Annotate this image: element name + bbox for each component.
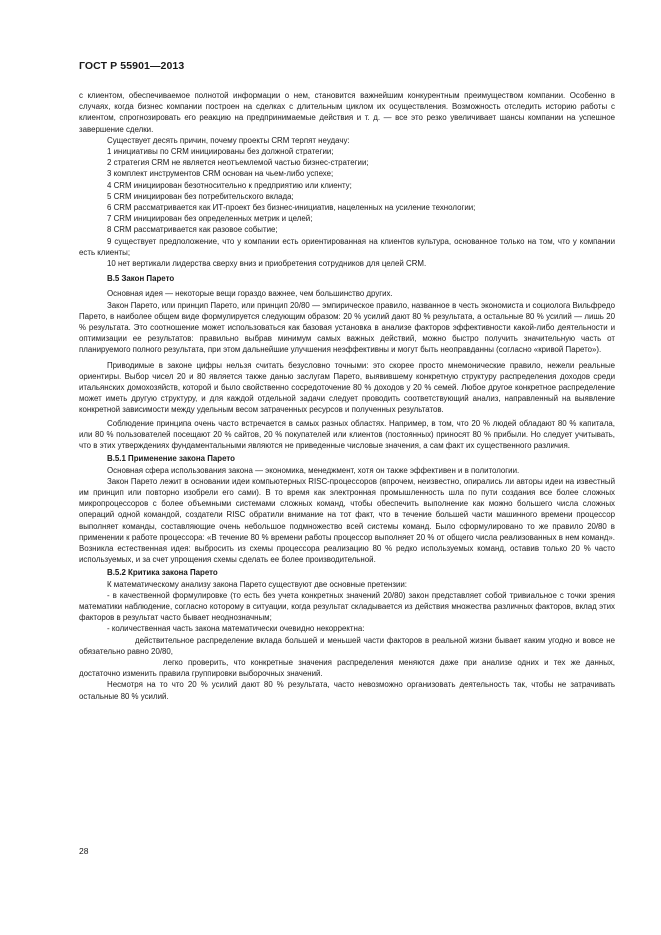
intro-paragraph: с клиентом, обеспечиваемое полнотой информации о нем, становится важнейшим конкурентным преимуществом компании. Особенно в случаях, когда бизнес компании построен на сделках с длительным циклом их осуществления. Возможность отследить историю работы с клиентом, спрогнозировать его реакцию на предпринимаемые действия и т. д. — все это резко увеличивает шансы компании на успешное завершение сделки.	[79, 91, 615, 134]
section-paragraph: Закон Парето, или принцип Парето, или принцип 20/80 — эмпирическое правило, названное в честь экономиста и социолога Вильфредо Парето, в наиболее общем виде формулируется следующим образом: 20 % усилий дают 80 % результата, а остальные 80 % усилий — лишь 20 % результата. Это соотношение может использоваться как базовая установка в анализе факторов эффективности какой-либо деятельности и оптимизации ее результатов: правильно выбрав минимум самых важных действий, можно быстро получить значительную часть от планируемого полного результата, при этом дальнейшие улучшения неэффективны и могут быть неоправданны (согласно «кривой Парето»).	[79, 300, 615, 355]
subsection-paragraph: Закон Парето лежит в основании идеи компьютерных RISC-процессоров (впрочем, неизвестно, опирались ли авторы идеи на известный им принцип или повторно изобрели его сами). В то время как электронная промышленность шла по пути создания все более сложных микропроцессоров с более объемными системами сложных команд, чтобы обеспечить выполнение как можно большего числа сложных операций одной командой, создатели RISC обратили внимание на тот факт, что в течение большей части машинного времени процессор выполняет команды, составляющие очень небольшое подмножество всей системы команд. Было сформулировано то же правило 20/80 в применении к работе процессора: «В течение 80 % времени работы процессор выполняет 20 % от общего числа реализованных в нем команд». Возникла естественная идея: выбросить из схемы процессора реализацию 80 % редко используемых команд, оставив только 20 % часто используемых, и за счет упрощения схемы сделать ее более производительной.	[79, 476, 615, 565]
reason-item: 10 нет вертикали лидерства сверху вниз и приобретения сотрудников для целей CRM.	[107, 259, 427, 269]
page-header: ГОСТ Р 55901—2013	[79, 60, 185, 72]
reason-item: 4 CRM инициирован безотносительно к предприятию или клиенту;	[107, 180, 352, 190]
section-paragraph: Основная идея — некоторые вещи гораздо важнее, чем большинство других.	[107, 289, 393, 299]
reason-item: 9 существует предположение, что у компании есть ориентированная на клиентов культура, основанное только на том, что у компании есть клиенты;	[79, 236, 615, 257]
section-heading: В.5 Закон Парето	[107, 274, 175, 284]
subsection-heading: В.5.2 Критика закона Парето	[107, 568, 218, 578]
section-paragraph: Приводимые в законе цифры нельзя считать безусловно точными: это скорее просто мнемонические правило, нежели реальные ориентиры. Выбор чисел 20 и 80 является также данью заслугам Парето, выявившему конкретную структуру распределения доходов среди итальянских домохозяйств, которой и было свойственно сосредоточение 80 % доходов у 20 % семей. Любое другое конкретное распределение может иметь другую структуру, и для каждой отдельной задачи следует проводить соответствующий анализ, направленный на выявление конкретной зависимости между удельным весом затраченных ресурсов и полученных результатов.	[79, 360, 615, 415]
section-paragraph: Соблюдение принципа очень часто встречается в самых разных областях. Например, в том, что 20 % людей обладают 80 % капитала, или 80 % пользователей посещают 20 % сайтов, 20 % покупателей или клиентов (постоянных) приносят 80 % прибыли. Но следует учитывать, что в этих утверждениях фундаментальными являются не приведенные числовые значения, а сам факт их существенного различия.	[79, 418, 615, 451]
criticism-item: - количественная часть закона математически очевидно некорректна:	[107, 624, 365, 634]
reason-item: 2 стратегия CRM не является неотъемлемой частью бизнес-стратегии;	[107, 158, 369, 168]
subsection-paragraph: К математическому анализу закона Парето существуют две основные претензии:	[107, 579, 408, 589]
subsection-paragraph: Основная сфера использования закона — экономика, менеджмент, хотя он также эффективен и в политологии.	[107, 465, 520, 475]
criticism-subitem: легко проверить, что конкретные значения распределения меняются даже при анализе одних и тех же данных, достаточно изменить правила группировки выборочных значений.	[79, 657, 615, 679]
reason-item: 8 CRM рассматривается как разовое событие;	[107, 225, 278, 235]
reason-item: 3 комплект инструментов CRM основан на чьем-либо успехе;	[107, 169, 334, 179]
subsection-paragraph: Несмотря на то что 20 % усилий дают 80 % результата, часто невозможно организовать деятельность так, чтобы не затрачивать остальные 80 % усилий.	[79, 680, 615, 701]
page-number: 28	[79, 846, 89, 856]
reason-item: 1 инициативы по CRM инициированы без должной стратегии;	[107, 147, 334, 157]
criticism-item: - в качественной формулировке (то есть без учета конкретных значений 20/80) закон представляет собой тривиальное с точки зрения математики наблюдение, согласно которому в ситуации, когда результат складывается из действия множества различных факторов, вклад этих факторов в результат часто бывает неоднозначным;	[79, 590, 615, 623]
intro-paragraph: Существует десять причин, почему проекты CRM терпят неудачу:	[107, 135, 350, 145]
reason-item: 7 CRM инициирован без определенных метрик и целей;	[107, 214, 313, 224]
document-body	[79, 90, 615, 702]
reason-item: 6 CRM рассматривается как ИТ-проект без бизнес-инициатив, нацеленных на усиление технологии;	[107, 203, 476, 213]
reason-item: 5 CRM инициирован без потребительского вклада;	[107, 191, 294, 201]
criticism-subitem: действительное распределение вклада большей и меньшей части факторов в реальной жизни бывает каким угодно и вовсе не обязательно равно 20/80,	[79, 635, 615, 656]
subsection-heading: В.5.1 Применение закона Парето	[107, 454, 235, 464]
